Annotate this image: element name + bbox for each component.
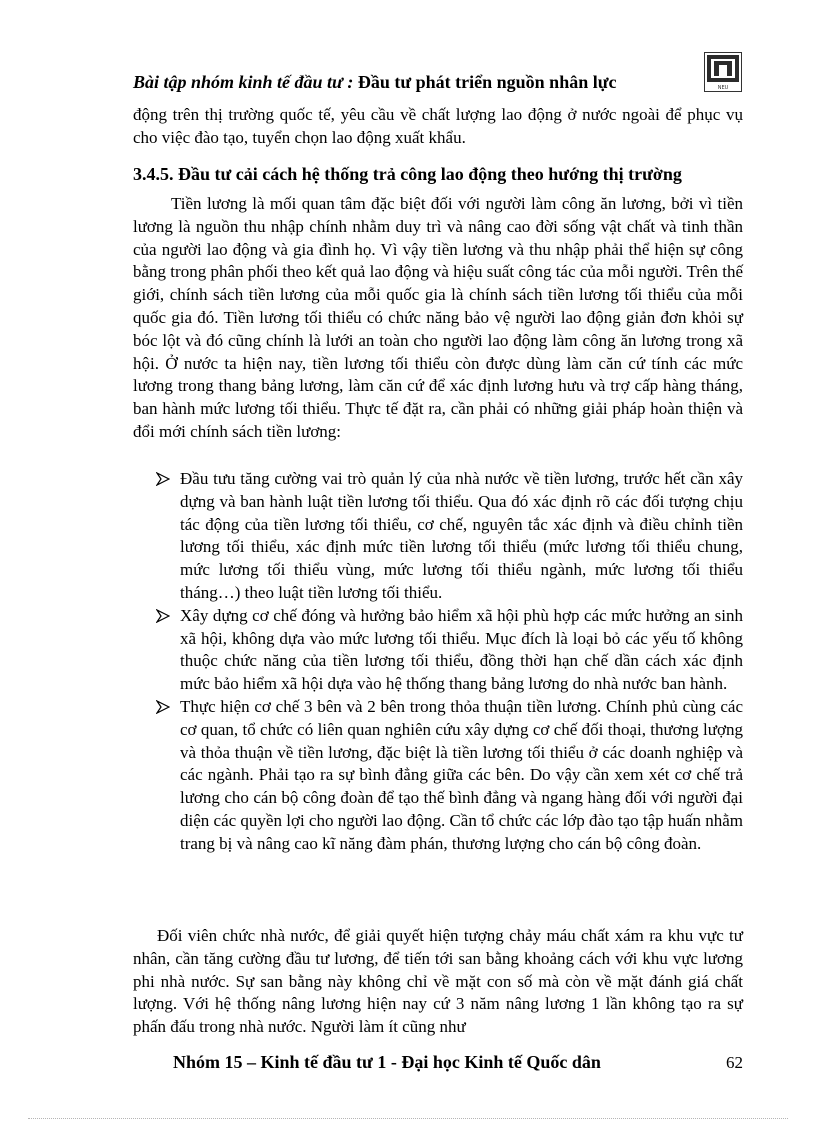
bullet-text: Đầu tưu tăng cường vai trò quản lý của nhà nước về tiền lương, trước hết cần xây dựng và ban hành luật tiền lương tối thiểu. Qua đó xác định rõ các đối tượng chịu tác động của tiền lương tối thiểu, cơ chế, nguyên tắc xác định và điều chỉnh tiền lương tối thiểu, xác định mức tiền lương tối thiểu (mức lương tối thiểu chung, mức lương tối thiểu vùng, mức lương tối thiểu ngành, mức lương tối thiểu tháng…) theo luật tiền lương tối thiểu. [180,469,743,602]
paragraph-last: Đối viên chức nhà nước, để giải quyết hiện tượng chảy máu chất xám ra khu vực tư nhân, cần tăng cường đầu tư lương, để tiến tới san bằng khoảng cách với khu vực lương phi nhà nước. Sự san bằng này không chỉ về mặt con số mà còn về mặt đánh giá chất lượng. Với hệ thống nâng lương hiện nay cứ 3 năm nâng lương 1 lần không tạo ra sự phấn đấu trong nhà nước. Người làm ít cũng như [133,926,743,1037]
footer-text: Nhóm 15 – Kinh tế đầu tư 1 - Đại học Kinh tế Quốc dân [173,1052,601,1072]
paragraph-main: Tiền lương là mối quan tâm đặc biệt đối với người làm công ăn lương, bởi vì tiền lương là nguồn thu nhập chính nhằm duy trì và nâng cao đời sống vật chất và tinh thần của người lao động và gia đình họ. Vì vậy tiền lương và thu nhập phải thể hiện sự công bằng trong phân phối theo kết quả lao động và hiệu suất công tác của mỗi người. Trên thế giới, chính sách tiền lương của mỗi quốc gia là chính sách tiền lương tối thiểu của mỗi quốc gia đó. Tiền lương tối thiểu có chức năng bảo vệ người lao động giản đơn khỏi sự bóc lột và đó cũng chính là lưới an toàn cho người lao động làm công ăn lương trong xã hội. Ở nước ta hiện nay, tiền lương tối thiểu còn được dùng làm căn cứ tính các mức lương trong thang bảng lương, làm căn cứ để xác định lương hưu và trợ cấp hàng tháng, ban hành mức lương tối thiểu. Thực tế đặt ra, cần phải có những giải pháp hoàn thiện và đổi mới chính sách tiền lương: [133,194,743,441]
page-header [133,64,743,102]
header-title-subject: Đầu tư phát triển nguồn nhân lực [353,72,617,92]
bullet-list [155,468,743,856]
list-item [155,468,743,605]
list-item [155,696,743,856]
page-bottom-divider [28,1118,788,1119]
arrow-bullet-icon [156,609,170,623]
neu-logo-icon [704,52,742,92]
paragraph-continued: động trên thị trường quốc tế, yêu cầu về chất lượng lao động ở nước ngoài để phục vụ cho việc đào tạo, tuyển chọn lao động xuất khẩu. [133,105,743,147]
arrow-bullet-icon [156,700,170,714]
logo-label: NEU [717,85,729,91]
list-item [155,605,743,696]
page-number: 62 [726,1053,743,1072]
bullet-text: Thực hiện cơ chế 3 bên và 2 bên trong thỏa thuận tiền lương. Chính phủ cùng các cơ quan, tổ chức có liên quan nghiên cứu xây dựng cơ chế đối thoại, thương lượng và thỏa thuận về tiền lương, đặc biệt là tiền lương tối thiểu ở các doanh nghiệp và các ngành. Phải tạo ra sự bình đẳng giữa các bên. Do vậy cần xem xét cơ chế trả lương cho cán bộ công đoàn để tạo thế bình đẳng và ngang hàng đối với người đại diện các quyền lợi cho người lao động. Cần tổ chức các lớp đào tạo tập huấn nhằm trang bị và nâng cao kĩ năng đàm phán, thương lượng cho cán bộ công đoàn. [180,696,743,853]
header-title [133,72,617,93]
section-heading: 3.4.5. Đầu tư cải cách hệ thống trả công lao động theo hướng thị trường [133,164,682,184]
bullet-text: Xây dựng cơ chế đóng và hưởng bảo hiểm xã hội phù hợp các mức hưởng an sinh xã hội, không dựa vào mức lương tối thiểu. Mục đích là loại bỏ các yếu tố không thuộc chức năng của tiền lương tối thiểu, đồng thời hạn chế dần cách xác định mức bảo hiểm xã hội dựa vào hệ thống thang bảng lương do nhà nước ban hành. [180,605,743,694]
page-footer [133,1052,743,1078]
arrow-bullet-icon [156,472,170,486]
header-title-italic: Bài tập nhóm kinh tế đầu tư : [133,72,354,92]
